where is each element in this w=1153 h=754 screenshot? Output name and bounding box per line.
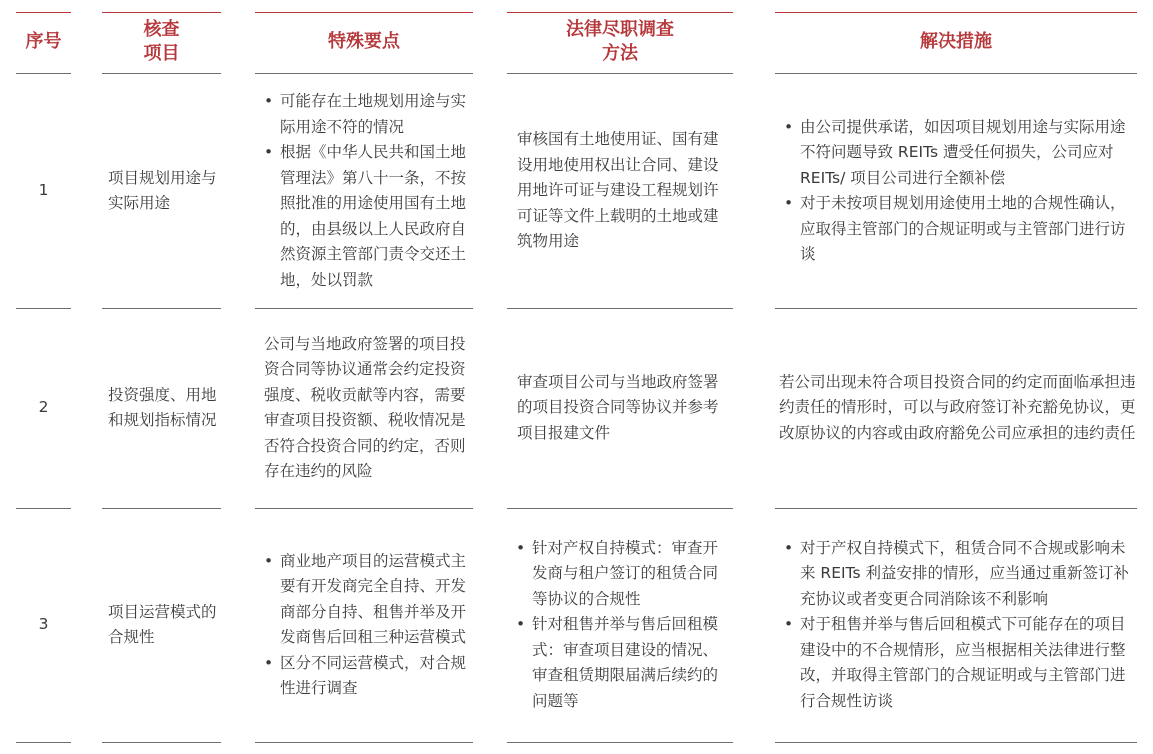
list-item: • 区分不同运营模式，对合规性进行调查: [262, 651, 470, 702]
list-item: • 针对租售并举与售后回租模式：审查项目建设的情况、审查租赁期限届满后续约的问题等: [514, 612, 731, 714]
row-3-method: [514, 508, 731, 742]
list-item: • 对于租售并举与售后回租模式下可能存在的项目建设中的不合规情形，应当根据相关法律进行整改，并取得主管部门的合规证明或与主管部门进行合规性访谈: [782, 612, 1137, 714]
row-1-item: 项目规划用途与实际用途: [108, 168, 217, 212]
row-2-no: 2: [38, 398, 49, 417]
list-item: • 根据《中华人民共和国土地管理法》第八十一条，不按照批准的用途使用国有土地的，由县级以上人民政府自然资源主管部门责令交还土地，处以罚款: [262, 140, 470, 293]
row-divider: [507, 742, 733, 743]
row-divider: [255, 742, 473, 743]
list-item: • 针对产权自持模式：审查开发商与租户签订的租赁合同等协议的合规性: [514, 536, 731, 613]
row-2-points: 公司与当地政府签署的项目投资合同等协议通常会约定投资强度、税收贡献等内容，需要审查项目投资额、税收情况是否符合投资合同的约定，否则存在违约的风险: [264, 334, 466, 480]
header-method: 法律尽职调查 方法: [566, 19, 674, 64]
header-points: 特殊要点: [328, 31, 400, 52]
list-item: • 商业地产项目的运营模式主要有开发商完全自持、开发商部分自持、租售并举及开发商售后回租三种运营模式: [262, 549, 470, 651]
header-item: 核查 项目: [143, 19, 180, 64]
row-2-method: 审查项目公司与当地政府签署的项目投资合同等协议并参考项目报建文件: [517, 372, 719, 442]
row-divider: [775, 742, 1137, 743]
row-3-measures: [782, 508, 1137, 742]
row-1-measures: [782, 74, 1137, 308]
row-1-no: 1: [38, 181, 49, 200]
row-divider: [102, 742, 221, 743]
row-1-method: 审核国有土地使用证、国有建设用地使用权出让合同、建设用地许可证与建设工程规划许可证等文件上载明的土地或建筑物用途: [517, 130, 719, 251]
row-2-measures: 若公司出现未符合项目投资合同的约定而面临承担违约责任的情形时，可以与政府签订补充豁免协议，更改原协议的内容或由政府豁免公司应承担的违约责任: [779, 372, 1136, 442]
header-measures: 解决措施: [920, 31, 992, 52]
list-item: • 对于产权自持模式下，租赁合同不合规或影响未来 REITs 利益安排的情形，应当通过重新签订补充协议或者变更合同消除该不利影响: [782, 536, 1137, 613]
row-3-no: 3: [38, 615, 49, 634]
row-3-points: [262, 508, 470, 742]
row-1-points: [262, 74, 470, 308]
list-item: • 对于未按项目规划用途使用土地的合规性确认，应取得主管部门的合规证明或与主管部门进行访谈: [782, 191, 1137, 268]
list-item: • 由公司提供承诺，如因项目规划用途与实际用途不符问题导致 REITs 遭受任何损失，公司应对 REITs/ 项目公司进行全额补偿: [782, 115, 1137, 192]
list-item: • 可能存在土地规划用途与实际用途不符的情况: [262, 89, 470, 140]
row-2-item: 投资强度、用地和规划指标情况: [108, 385, 217, 429]
row-divider: [16, 742, 71, 743]
header-no: 序号: [25, 31, 62, 52]
row-3-item: 项目运营模式的合规性: [108, 602, 217, 646]
